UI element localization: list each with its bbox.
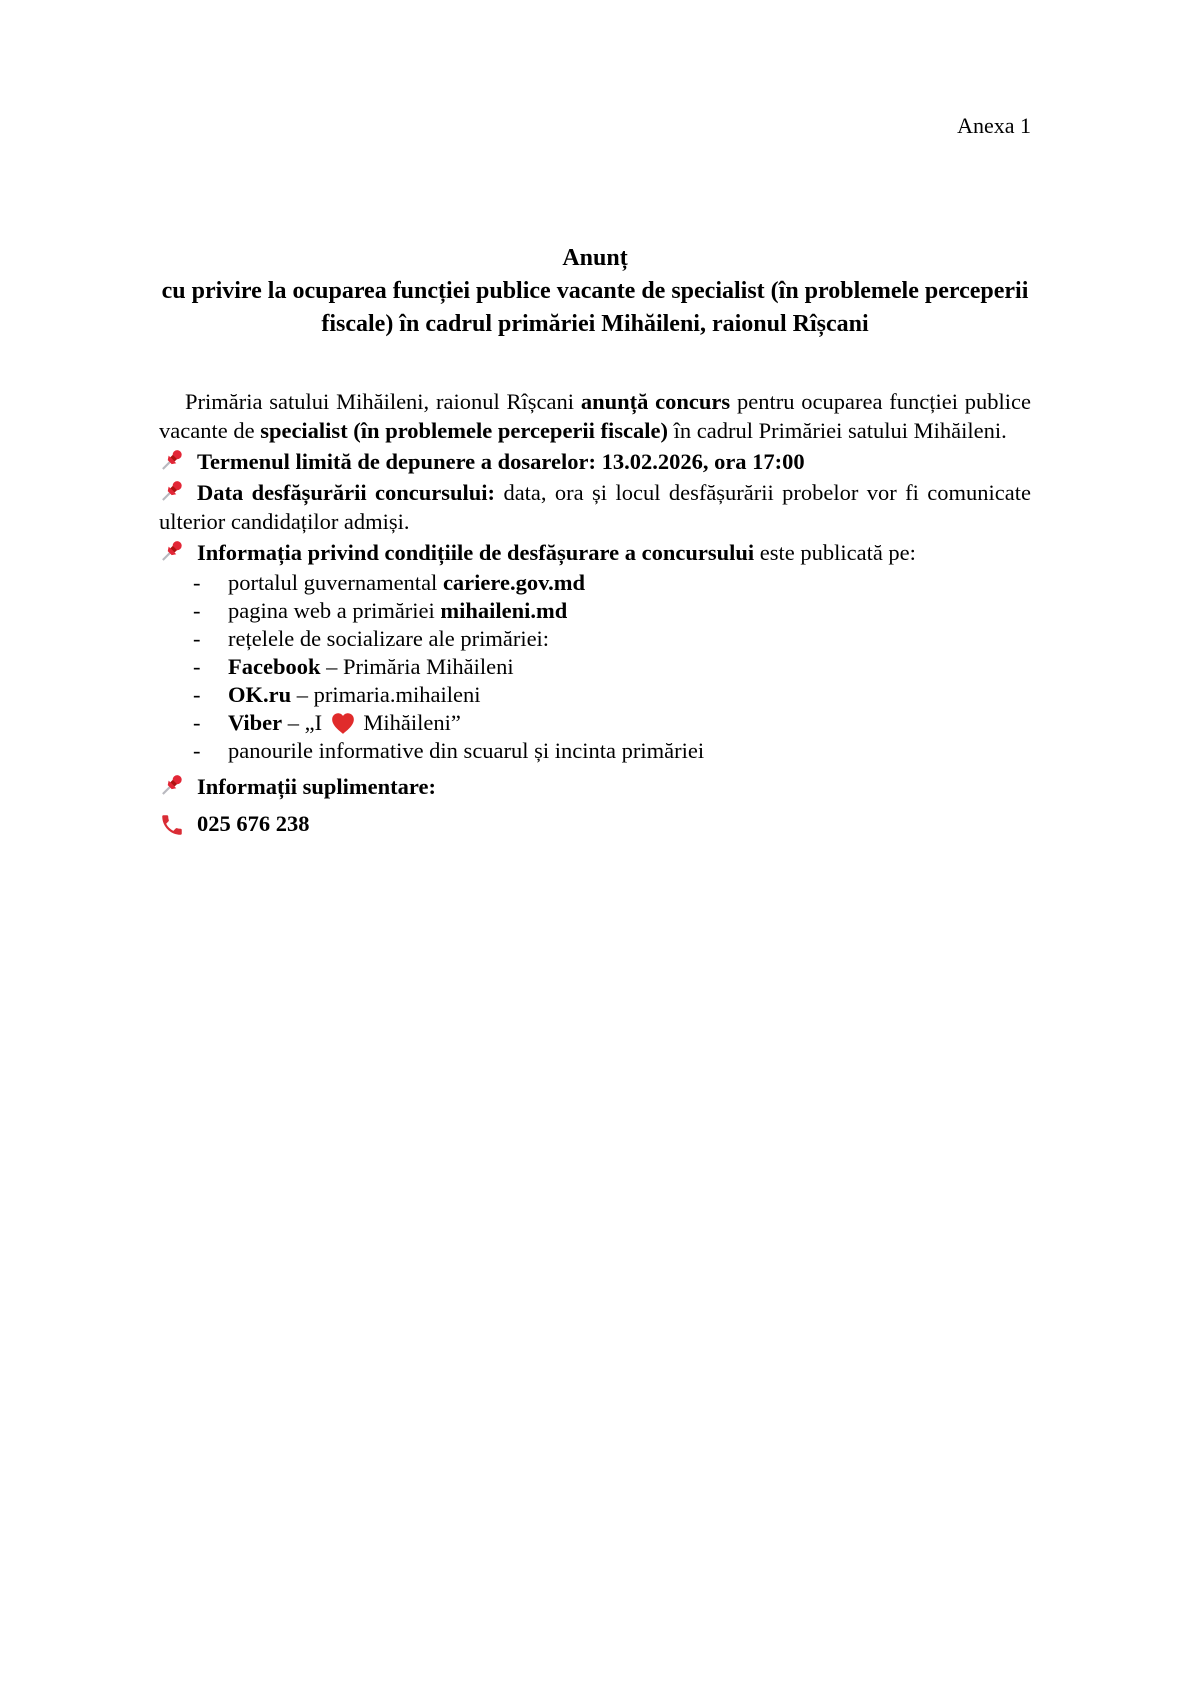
text: pentru ocuparea funcției publice vacante de <box>159 389 1031 443</box>
pushpin-icon <box>159 539 185 567</box>
heart-icon <box>330 711 356 735</box>
pushpin-icon <box>159 448 185 476</box>
document-title <box>159 242 1031 341</box>
text: în cadrul Primăriei satului Mihăileni. <box>668 418 1007 443</box>
bold-text: OK.ru <box>228 682 292 707</box>
text: data, ora și locul desfășurării probelor vor fi comunicate ulterior candidaților admiși. <box>159 480 1032 534</box>
text: este publicată pe: <box>754 540 916 565</box>
text: Primăria satului Mihăileni, raionul Rîșcani <box>185 389 581 414</box>
dash-list <box>159 569 1031 765</box>
dash-bullet: - <box>193 654 201 679</box>
bold-text: Viber <box>228 710 283 735</box>
dash-bullet: - <box>193 570 201 595</box>
bold-text: anunță concurs <box>580 389 731 414</box>
phone-number-row <box>159 809 1031 840</box>
dash-bullet: - <box>193 710 201 735</box>
bold-text: specialist (în problemele perceperii fiscale) <box>260 418 669 443</box>
footer-info <box>159 772 1031 840</box>
list-item <box>193 569 1031 597</box>
dash-bullet: - <box>193 626 201 651</box>
pin-bullet-item <box>159 538 1031 567</box>
list-item <box>193 681 1031 709</box>
bold-text: Facebook <box>228 654 321 679</box>
bold-text: 025 676 238 <box>197 811 310 836</box>
bold-text: mihaileni.md <box>440 598 568 623</box>
list-item <box>193 737 1031 765</box>
dash-bullet: - <box>193 738 201 763</box>
list-item <box>193 653 1031 681</box>
pushpin-icon <box>159 773 185 801</box>
phone-icon <box>159 812 185 840</box>
text: – primaria.mihaileni <box>291 682 481 707</box>
bold-text: Informații suplimentare: <box>197 774 436 799</box>
title-line-1: Anunț <box>562 245 628 271</box>
pin-bullet-item <box>159 772 1031 802</box>
pin-bullet-item <box>159 447 1031 476</box>
text: portalul guvernamental <box>228 570 443 595</box>
pushpin-icon <box>159 479 185 507</box>
annex-label: Anexa 1 <box>957 113 1031 138</box>
list-item <box>193 709 1031 737</box>
text: – Primăria Mihăileni <box>320 654 514 679</box>
pin-bullet-list <box>159 447 1031 567</box>
text: panourile informative din scuarul și incinta primăriei <box>228 738 705 763</box>
bold-text: Data desfășurării concursului: <box>197 480 496 505</box>
dash-bullet: - <box>193 682 201 707</box>
pin-bullet-item <box>159 478 1031 536</box>
intro-paragraph <box>159 387 1031 445</box>
text: pagina web a primăriei <box>228 598 441 623</box>
bold-text: Termenul limită de depunere a dosarelor: 13.02.2026, ora 17:00 <box>197 449 805 474</box>
text: – „I <box>282 710 328 735</box>
list-item <box>193 597 1031 625</box>
list-item <box>193 625 1031 653</box>
bold-text: cariere.gov.md <box>442 570 585 595</box>
dash-bullet: - <box>193 598 201 623</box>
text: Mihăileni” <box>357 710 461 735</box>
text: rețelele de socializare ale primăriei: <box>228 626 550 651</box>
title-rest: cu privire la ocuparea funcției publice vacante de specialist (în problemele perceperii fiscale) în cadrul primăriei Mihăileni, raionul Rîșcani <box>161 278 1029 337</box>
bold-text: Informația privind condițiile de desfășurare a concursului <box>197 540 755 565</box>
